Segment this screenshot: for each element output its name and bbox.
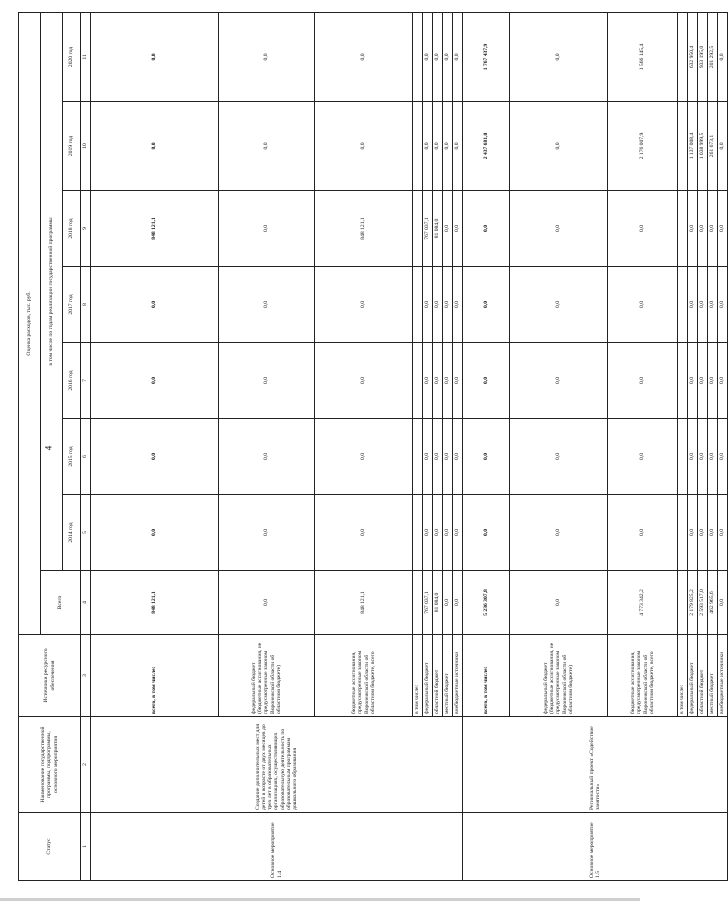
row-year-value: 0,0 — [453, 12, 463, 101]
column-number: 1 — [81, 813, 91, 881]
row-year-value: 0,0 — [708, 267, 718, 343]
row-total-value — [678, 571, 688, 635]
row-year-value: 0,0 — [510, 267, 608, 343]
row-name: Региональный проект «Содействие занятости» — [463, 717, 728, 813]
row-total-value: 81 084,0 — [433, 571, 443, 635]
row-year-value: 0,0 — [608, 191, 678, 267]
row-year-value: 0,0 — [708, 191, 718, 267]
row-year-value: 0,0 — [443, 495, 453, 571]
row-source: внебюджетные источники — [718, 635, 728, 717]
row-year-value — [413, 267, 423, 343]
row-source: местный бюджет — [708, 635, 718, 717]
row-year-value: 261 673,1 — [708, 102, 718, 191]
row-year-value: 0,0 — [688, 191, 698, 267]
rotated-table-sheet — [18, 13, 726, 881]
column-number: 3 — [81, 635, 91, 717]
row-year-value: 0,0 — [688, 419, 698, 495]
row-year-value: 0,0 — [91, 419, 219, 495]
row-year-value: 0,0 — [718, 102, 728, 191]
row-year-value: 1 767 437,9 — [463, 12, 510, 101]
row-year-value: 0,0 — [510, 102, 608, 191]
row-year-value — [413, 12, 423, 101]
row-year-value: 0,0 — [463, 419, 510, 495]
row-year-value: 0,0 — [315, 419, 413, 495]
row-year-value — [413, 191, 423, 267]
row-year-value: 0,0 — [315, 12, 413, 101]
row-year-value: 848 121,1 — [91, 191, 219, 267]
row-total-value: 2 593 517,0 — [698, 571, 708, 635]
row-year-value: 0,0 — [433, 495, 443, 571]
header-source: Источники ресурсного обеспечения — [19, 635, 81, 717]
row-year-value: 201 292,5 — [708, 12, 718, 101]
row-year-value: 0,0 — [708, 343, 718, 419]
row-year-value: 0,0 — [423, 12, 433, 101]
row-year-value: 0,0 — [608, 495, 678, 571]
row-year-value: 0,0 — [443, 267, 453, 343]
row-year-value: 0,0 — [433, 12, 443, 101]
row-source: в том числе: — [678, 635, 688, 717]
row-year-value: 0,0 — [219, 343, 315, 419]
row-year-value: 0,0 — [510, 12, 608, 101]
row-year-value: 0,0 — [688, 343, 698, 419]
row-year-value: 0,0 — [443, 12, 453, 101]
row-year-value: 0,0 — [219, 267, 315, 343]
table-body — [19, 12, 728, 880]
row-year-value: 1 038 999,5 — [698, 102, 708, 191]
row-year-value: 0,0 — [91, 102, 219, 191]
row-year-value — [678, 267, 688, 343]
row-year-value: 0,0 — [708, 495, 718, 571]
row-year-value: 0,0 — [423, 267, 433, 343]
column-number: 2 — [81, 717, 91, 813]
row-year-value: 848 121,1 — [315, 191, 413, 267]
row-year-value: 1 137 008,4 — [688, 102, 698, 191]
row-source: федеральный бюджет (бюджетные ассигнования, не предусмотренные законом Воронежской области об областном бюджете) — [510, 635, 608, 717]
row-year-value: 0,0 — [698, 343, 708, 419]
row-source: бюджетные ассигнования, предусмотренные законом Воронежской области об областном бюджете, всего — [608, 635, 678, 717]
row-year-value: 0,0 — [91, 343, 219, 419]
column-number: 9 — [81, 191, 91, 267]
row-year-value: 0,0 — [219, 102, 315, 191]
column-number: 4 — [81, 571, 91, 635]
row-year-value: 0,0 — [453, 267, 463, 343]
row-year-value: 632 950,4 — [688, 12, 698, 101]
row-total-value — [413, 571, 423, 635]
header-status: Статус — [19, 813, 81, 881]
row-year-value: 0,0 — [91, 12, 219, 101]
row-source: областной бюджет — [433, 635, 443, 717]
row-year-value — [678, 102, 688, 191]
row-total-value: 462 965,6 — [708, 571, 718, 635]
row-year-value — [413, 419, 423, 495]
row-status: Основное мероприятие 1.5 — [463, 813, 728, 881]
row-year-value: 0,0 — [463, 191, 510, 267]
row-year-value: 0,0 — [433, 419, 443, 495]
column-number: 6 — [81, 419, 91, 495]
row-source: всего, в том числе: — [91, 635, 219, 717]
row-year-value: 0,0 — [423, 343, 433, 419]
row-year-value: 0,0 — [219, 12, 315, 101]
row-year-value: 0,0 — [688, 267, 698, 343]
row-status: Основное мероприятие 1.4 — [91, 813, 463, 881]
header-name: Наименование государственной программы, подпрограммы, основного мероприятия — [19, 717, 81, 813]
header-year: 2017 год — [63, 267, 81, 343]
column-number: 11 — [81, 12, 91, 101]
row-year-value: 0,0 — [219, 419, 315, 495]
header-column-numbers-row — [81, 12, 91, 880]
row-year-value: 0,0 — [718, 267, 728, 343]
row-year-value: 0,0 — [608, 267, 678, 343]
row-total-value: 848 121,1 — [315, 571, 413, 635]
row-year-value: 0,0 — [608, 419, 678, 495]
header-year: 2014 год — [63, 495, 81, 571]
row-total-value: 0,0 — [510, 571, 608, 635]
header-by-years: в том числе по годам реализации государственной программы — [41, 12, 63, 570]
row-total-value: 5 236 307,8 — [463, 571, 510, 635]
row-year-value: 1 566 145,4 — [608, 12, 678, 101]
row-year-value: 0,0 — [718, 343, 728, 419]
table-row — [91, 12, 219, 880]
row-total-value: 0,0 — [453, 571, 463, 635]
row-year-value: 0,0 — [453, 191, 463, 267]
header-year: 2016 год — [63, 343, 81, 419]
row-name: Создание дополнительных мест для детей в возрасте от двух месяцев до трех лет в образовательных организациях, осуществляющих образовательную деятельность по образовательным программам дошкольного образования — [91, 717, 463, 813]
row-year-value: 0,0 — [718, 12, 728, 101]
row-year-value: 0,0 — [698, 495, 708, 571]
row-year-value — [413, 102, 423, 191]
row-source: всего, в том числе: — [463, 635, 510, 717]
column-number: 8 — [81, 267, 91, 343]
column-number: 10 — [81, 102, 91, 191]
column-number: 5 — [81, 495, 91, 571]
row-year-value: 0,0 — [453, 495, 463, 571]
row-total-value: 848 121,1 — [91, 571, 219, 635]
row-year-value: 0,0 — [688, 495, 698, 571]
row-year-value: 0,0 — [423, 495, 433, 571]
row-year-value: 0,0 — [463, 343, 510, 419]
row-year-value — [678, 343, 688, 419]
row-year-value: 0,0 — [510, 495, 608, 571]
row-year-value: 0,0 — [453, 419, 463, 495]
row-total-value: 0,0 — [219, 571, 315, 635]
row-year-value: 0,0 — [608, 343, 678, 419]
row-year-value — [413, 495, 423, 571]
row-year-value — [678, 495, 688, 571]
row-total-value: 767 037,1 — [423, 571, 433, 635]
row-year-value: 0,0 — [463, 267, 510, 343]
row-year-value: 0,0 — [698, 419, 708, 495]
row-year-value — [678, 12, 688, 101]
column-number: 7 — [81, 343, 91, 419]
row-total-value: 2 179 825,2 — [688, 571, 698, 635]
row-source: внебюджетные источники — [453, 635, 463, 717]
row-source: федеральный бюджет (бюджетные ассигнования, не предусмотренные законом Воронежской области об областном бюджете) — [219, 635, 315, 717]
row-year-value: 0,0 — [91, 495, 219, 571]
header-estimate: Оценка расходов, тыс. руб. — [19, 12, 41, 634]
budget-table — [18, 12, 728, 881]
row-year-value: 933 195,0 — [698, 12, 708, 101]
row-year-value: 0,0 — [443, 419, 453, 495]
row-year-value: 0,0 — [510, 419, 608, 495]
row-source: федеральный бюджет — [423, 635, 433, 717]
row-year-value: 0,0 — [219, 191, 315, 267]
row-year-value: 0,0 — [698, 267, 708, 343]
row-year-value: 0,0 — [91, 267, 219, 343]
row-source: областной бюджет — [698, 635, 708, 717]
header-row-1 — [19, 12, 41, 880]
row-year-value: 0,0 — [315, 343, 413, 419]
header-year: 2020 год — [63, 12, 81, 101]
row-year-value: 0,0 — [443, 191, 453, 267]
row-year-value: 0,0 — [708, 419, 718, 495]
row-year-value: 0,0 — [315, 495, 413, 571]
row-year-value: 0,0 — [510, 343, 608, 419]
row-year-value: 0,0 — [433, 102, 443, 191]
table-row — [463, 12, 510, 880]
header-year: 2018 год — [63, 191, 81, 267]
row-year-value: 0,0 — [443, 102, 453, 191]
row-source: местный бюджет — [443, 635, 453, 717]
row-source: бюджетные ассигнования, предусмотренные законом Воронежской области об областном бюджете, всего — [315, 635, 413, 717]
row-year-value: 0,0 — [510, 191, 608, 267]
row-year-value: 81 084,0 — [433, 191, 443, 267]
row-total-value: 0,0 — [443, 571, 453, 635]
row-year-value: 0,0 — [423, 419, 433, 495]
row-year-value: 0,0 — [718, 191, 728, 267]
row-year-value — [413, 343, 423, 419]
header-year: 2015 год — [63, 419, 81, 495]
row-year-value: 0,0 — [443, 343, 453, 419]
header-total: Всего — [41, 571, 81, 635]
row-source: федеральный бюджет — [688, 635, 698, 717]
row-year-value: 2 437 681,0 — [463, 102, 510, 191]
row-year-value: 2 176 007,9 — [608, 102, 678, 191]
row-year-value: 767 037,1 — [423, 191, 433, 267]
row-year-value: 0,0 — [423, 102, 433, 191]
row-year-value: 0,0 — [219, 495, 315, 571]
row-year-value: 0,0 — [718, 419, 728, 495]
row-total-value: 0,0 — [718, 571, 728, 635]
page-number: 4 — [43, 445, 54, 451]
header-year: 2019 год — [63, 102, 81, 191]
row-source: в том числе: — [413, 635, 423, 717]
row-year-value: 0,0 — [433, 267, 443, 343]
row-year-value: 0,0 — [698, 191, 708, 267]
row-year-value: 0,0 — [463, 495, 510, 571]
row-total-value: 4 773 342,2 — [608, 571, 678, 635]
row-year-value: 0,0 — [315, 102, 413, 191]
row-year-value: 0,0 — [453, 343, 463, 419]
row-year-value: 0,0 — [718, 495, 728, 571]
row-year-value — [678, 419, 688, 495]
row-year-value — [678, 191, 688, 267]
row-year-value: 0,0 — [315, 267, 413, 343]
row-year-value: 0,0 — [453, 102, 463, 191]
row-year-value: 0,0 — [433, 343, 443, 419]
